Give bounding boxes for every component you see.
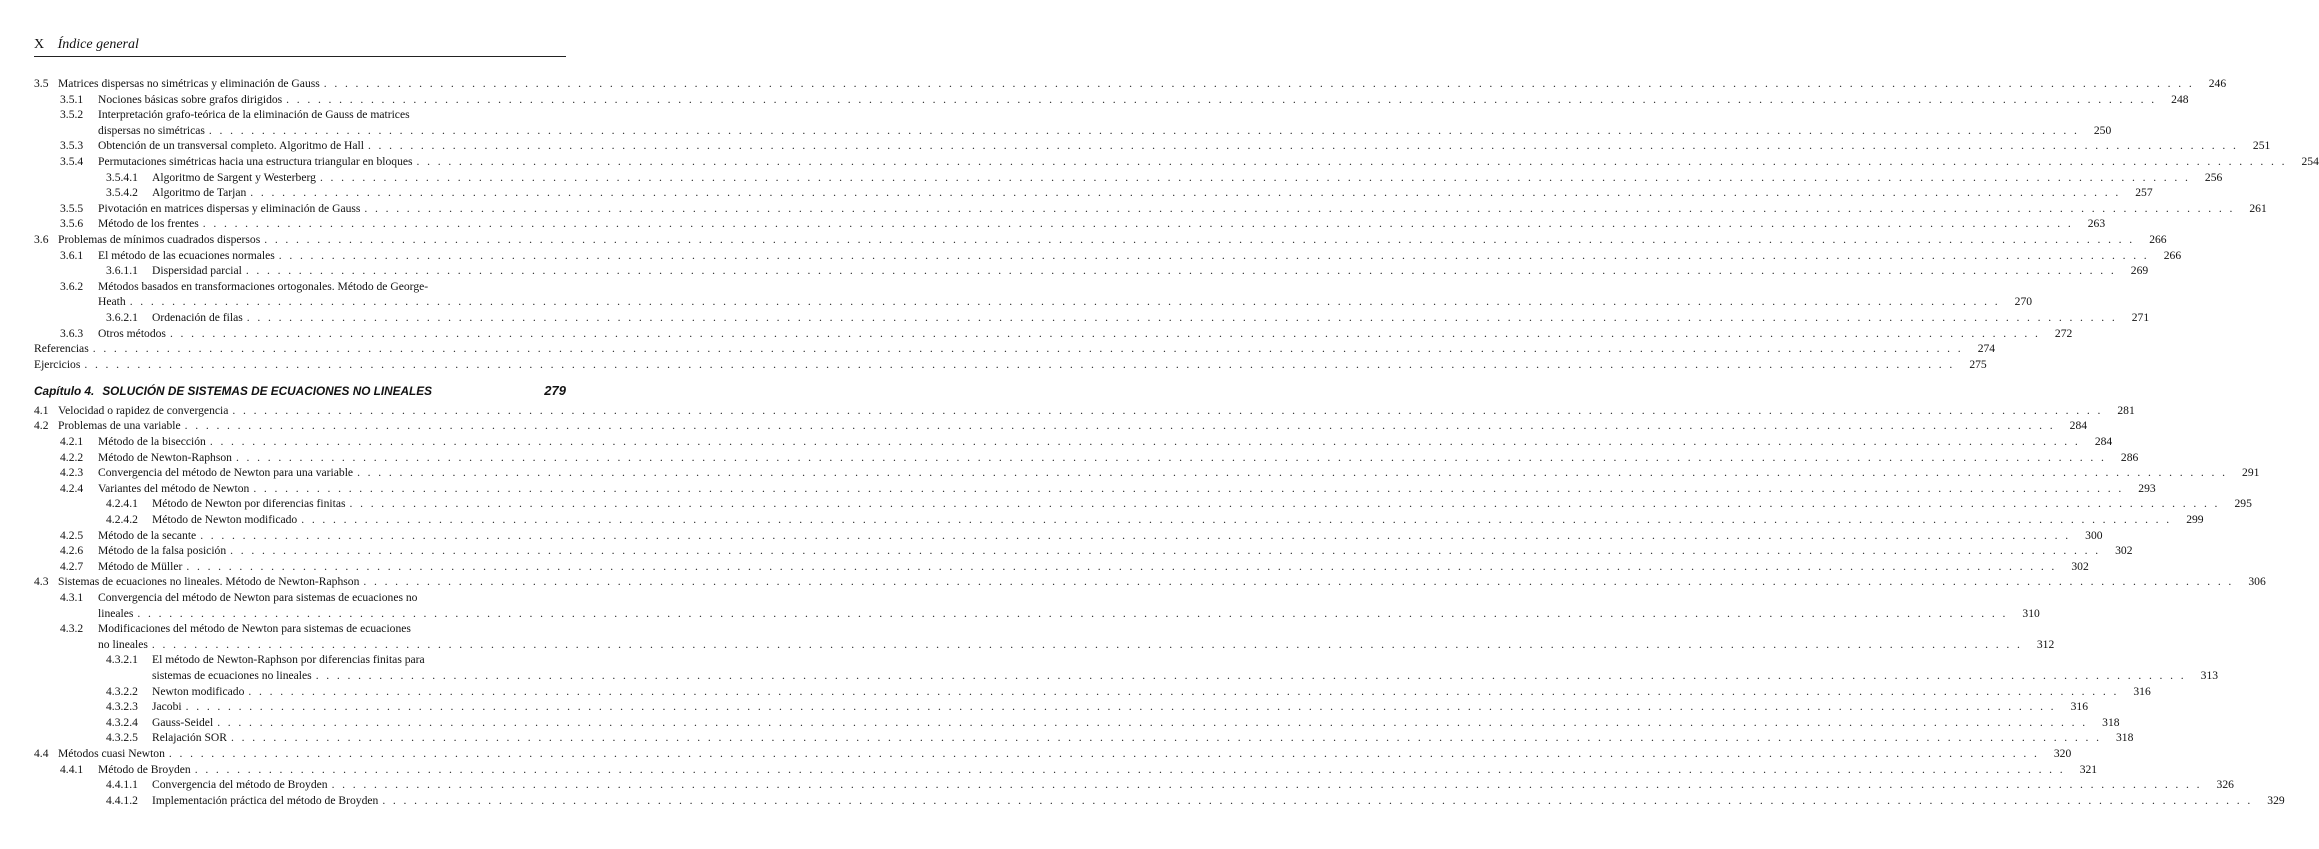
entry-number: 4.3.2.4 xyxy=(106,715,138,729)
entry-number: 4.4 xyxy=(34,746,49,760)
toc-entry xyxy=(34,201,2267,217)
entry-number: 4.3.2.3 xyxy=(106,700,138,714)
chapter-label: Capítulo 4. xyxy=(34,384,95,399)
entry-title: Heath xyxy=(98,295,126,309)
entry-page: 286 xyxy=(2120,450,2139,464)
entry-page: 295 xyxy=(2234,497,2252,511)
toc-entry xyxy=(34,481,2156,497)
dot-leader xyxy=(152,637,2022,653)
dot-leader xyxy=(130,294,2000,310)
entry-page: 269 xyxy=(2130,264,2149,278)
entry-number: 4.2.4.1 xyxy=(106,497,138,511)
entry-title: Pivotación en matrices dispersas y eliminación de Gauss xyxy=(98,201,361,215)
entry-number: 4.4.1.1 xyxy=(106,778,138,792)
toc-entry xyxy=(34,528,2103,544)
entry-page: 302 xyxy=(2071,559,2089,573)
dot-leader xyxy=(217,715,2087,731)
dot-leader xyxy=(169,746,2039,762)
entry-page: 274 xyxy=(1977,342,1996,356)
entry-page: 310 xyxy=(2022,606,2040,620)
entry-page: 270 xyxy=(2014,295,2033,309)
toc-entry xyxy=(34,730,2134,746)
entry-title: El método de las ecuaciones normales xyxy=(98,248,275,262)
dot-leader xyxy=(84,357,1954,373)
dot-leader xyxy=(324,76,2194,92)
entry-number: 3.5.4.1 xyxy=(106,170,138,184)
entry-number: 4.2.3 xyxy=(60,466,84,480)
entry-page: 254 xyxy=(2301,154,2319,168)
entry-title: Ordenación de filas xyxy=(152,310,243,324)
dot-leader xyxy=(247,310,2117,326)
dot-leader xyxy=(137,606,2007,622)
entry-title-line: Modificaciones del método de Newton para sistemas de ecuaciones xyxy=(98,622,411,636)
entry-title: Relajación SOR xyxy=(152,731,228,745)
dot-leader xyxy=(231,730,2101,746)
entry-page: 291 xyxy=(2242,466,2260,480)
entry-number: 3.5.2 xyxy=(60,108,84,122)
entry-number: 4.3 xyxy=(34,575,49,589)
dot-leader xyxy=(350,496,2220,512)
dot-leader xyxy=(93,341,1963,357)
toc-entry xyxy=(34,138,2271,154)
dot-leader xyxy=(264,232,2134,248)
entry-title: sistemas de ecuaciones no lineales xyxy=(152,668,312,682)
entry-title: Métodos cuasi Newton xyxy=(58,746,165,760)
toc-entry xyxy=(34,216,2106,232)
dot-leader xyxy=(363,574,2233,590)
dot-leader xyxy=(368,138,2238,154)
page-number: X xyxy=(34,37,45,52)
running-head-title: Índice general xyxy=(57,37,139,52)
entry-title: no lineales xyxy=(98,637,148,651)
entry-number: 3.5.3 xyxy=(60,139,84,153)
entry-title: Algoritmo de Sargent y Westerberg xyxy=(152,170,316,184)
toc-entry xyxy=(34,403,2135,419)
entry-title: Velocidad o rapidez de convergencia xyxy=(58,403,229,417)
dot-leader xyxy=(301,512,2171,528)
entry-number: 4.4.1.2 xyxy=(106,793,138,807)
entry-number: 3.6.3 xyxy=(60,326,84,340)
entry-number: 3.6.1.1 xyxy=(106,264,138,278)
running-head xyxy=(34,36,566,54)
dot-leader xyxy=(185,418,2055,434)
dot-leader xyxy=(232,403,2102,419)
entry-page: 256 xyxy=(2204,170,2223,184)
entry-title: Convergencia del método de Broyden xyxy=(152,778,328,792)
toc-entry xyxy=(34,92,2189,108)
entry-number: 3.5.6 xyxy=(60,217,84,231)
toc-entry xyxy=(34,170,2223,186)
entry-page: 257 xyxy=(2135,186,2153,200)
dot-leader xyxy=(170,326,2040,342)
entry-title: Método de la falsa posición xyxy=(98,544,227,558)
toc-entry xyxy=(34,263,2149,279)
dot-leader xyxy=(236,450,2106,466)
entry-page: 329 xyxy=(2267,793,2285,807)
entry-title-line: Métodos basados en transformaciones ortogonales. Método de George- xyxy=(98,279,429,293)
entry-title: Método de Newton modificado xyxy=(152,513,298,527)
entry-number: 4.3.2.2 xyxy=(106,684,138,698)
entry-number: 3.5.1 xyxy=(60,92,84,106)
entry-page: 250 xyxy=(2093,123,2112,137)
toc-entry xyxy=(34,185,2153,201)
entry-page: 271 xyxy=(2131,310,2150,324)
entry-title: Sistemas de ecuaciones no lineales. Método de Newton-Raphson xyxy=(58,575,360,589)
toc-entry xyxy=(34,543,2133,559)
entry-title: Método de la bisección xyxy=(98,435,206,449)
entry-page: 313 xyxy=(2200,668,2219,682)
dot-leader xyxy=(417,154,2287,170)
toc-entry xyxy=(34,793,2285,809)
entry-number: 3.6.2 xyxy=(60,279,84,293)
entry-number: 3.5.5 xyxy=(60,201,84,215)
toc-entry xyxy=(34,341,1996,357)
toc-entry xyxy=(34,434,2113,450)
dot-leader xyxy=(279,248,2149,264)
entry-page: 272 xyxy=(2054,326,2073,340)
entry-title: Jacobi xyxy=(152,700,182,714)
entry-title: Método de Müller xyxy=(98,559,183,573)
entry-number: 4.3.2 xyxy=(60,622,84,636)
chapter-page: 279 xyxy=(544,383,566,399)
toc-chapter-4-list xyxy=(34,403,2285,808)
entry-title: Método de Newton-Raphson xyxy=(98,450,232,464)
toc-entry xyxy=(34,418,2088,434)
entry-number: 3.5 xyxy=(34,77,49,90)
entry-number: 4.2 xyxy=(34,419,49,433)
entry-title: Problemas de una variable xyxy=(58,419,181,433)
dot-leader xyxy=(195,762,2065,778)
entry-page: 299 xyxy=(2186,513,2204,527)
dot-leader xyxy=(200,528,2070,544)
entry-title-line: Interpretación grafo-teórica de la eliminación de Gauss de matrices xyxy=(98,108,410,122)
dot-leader xyxy=(364,201,2234,217)
entry-number: 3.5.4 xyxy=(60,154,84,168)
toc-entry xyxy=(34,310,2150,326)
entry-title: Newton modificado xyxy=(152,684,245,698)
toc-entry xyxy=(34,232,2167,248)
entry-title: Método de la secante xyxy=(98,528,197,542)
entry-number: 4.2.5 xyxy=(60,528,84,542)
entry-page: 266 xyxy=(2163,248,2182,262)
toc-entry xyxy=(34,684,2151,700)
dot-leader xyxy=(316,668,2186,684)
entry-title: Obtención de un transversal completo. Algoritmo de Hall xyxy=(98,139,364,153)
entry-title: lineales xyxy=(98,606,134,620)
entry-page: 316 xyxy=(2133,684,2151,698)
dot-leader xyxy=(230,543,2100,559)
entry-title: dispersas no simétricas xyxy=(98,123,205,137)
entry-page: 284 xyxy=(2094,435,2113,449)
entry-number: 4.2.2 xyxy=(60,450,84,464)
toc-entry xyxy=(34,621,2055,652)
entry-title: Algoritmo de Tarjan xyxy=(152,186,247,200)
entry-number: 3.6.2.1 xyxy=(106,310,138,324)
entry-title: Ejercicios xyxy=(34,357,81,371)
toc-entry xyxy=(34,326,2073,342)
dot-leader xyxy=(250,185,2120,201)
toc-entry xyxy=(34,762,2098,778)
dot-leader xyxy=(210,434,2080,450)
toc-entry xyxy=(34,496,2252,512)
toc-entry xyxy=(34,777,2234,793)
entry-title: Implementación práctica del método de Broyden xyxy=(152,793,379,807)
toc-entry xyxy=(34,559,2089,575)
dot-leader xyxy=(246,263,2116,279)
entry-number: 4.3.2.5 xyxy=(106,731,138,745)
entry-title: Nociones básicas sobre grafos dirigidos xyxy=(98,92,283,106)
dot-leader xyxy=(248,684,2118,700)
chapter-heading xyxy=(34,383,566,400)
dot-leader xyxy=(357,465,2227,481)
entry-title: Dispersidad parcial xyxy=(152,264,242,278)
entry-number: 4.3.1 xyxy=(60,591,84,604)
entry-title: Método de Broyden xyxy=(98,762,191,776)
dot-leader xyxy=(209,123,2079,139)
dot-leader xyxy=(382,793,2252,809)
toc-entry xyxy=(34,512,2204,528)
entry-page: 246 xyxy=(2208,77,2227,90)
entry-page: 321 xyxy=(2079,762,2098,776)
dot-leader xyxy=(332,777,2202,793)
dot-leader xyxy=(286,92,2156,108)
entry-number: 4.2.6 xyxy=(60,544,84,558)
toc-section-3-list xyxy=(34,76,2319,372)
entry-title: Gauss-Seidel xyxy=(152,715,214,729)
entry-title: Método de Newton por diferencias finitas xyxy=(152,497,346,511)
entry-page: 320 xyxy=(2053,746,2072,760)
chapter-title: SOLUCIÓN DE SISTEMAS DE ECUACIONES NO LINEALES xyxy=(102,384,433,399)
entry-page: 261 xyxy=(2249,201,2267,215)
entry-title-line: Convergencia del método de Newton para sistemas de ecuaciones no xyxy=(98,591,418,604)
entry-number: 4.2.4 xyxy=(60,481,84,495)
entry-number: 3.5.4.2 xyxy=(106,186,138,200)
toc-entry xyxy=(34,107,2112,138)
entry-number: 4.4.1 xyxy=(60,762,84,776)
entry-number: 4.2.7 xyxy=(60,559,84,573)
entry-number: 4.3.2.1 xyxy=(106,653,138,667)
toc-entry xyxy=(34,590,2040,621)
entry-page: 248 xyxy=(2171,92,2189,106)
toc-entry xyxy=(34,715,2120,731)
toc-entry xyxy=(34,746,2072,762)
toc-entry xyxy=(34,699,2088,715)
entry-page: 326 xyxy=(2216,778,2234,792)
entry-number: 4.2.1 xyxy=(60,435,84,449)
toc-entry xyxy=(34,154,2319,170)
entry-page: 318 xyxy=(2102,715,2120,729)
toc-entry xyxy=(34,450,2139,466)
entry-title: Referencias xyxy=(34,342,89,356)
entry-page: 263 xyxy=(2087,217,2106,231)
toc-entry xyxy=(34,279,2033,310)
toc-entry xyxy=(34,248,2182,264)
toc-entry xyxy=(34,652,2219,683)
dot-leader xyxy=(253,481,2123,497)
entry-page: 266 xyxy=(2149,232,2167,246)
dot-leader xyxy=(320,170,2190,186)
entry-number: 4.2.4.2 xyxy=(106,513,138,527)
entry-number: 3.6.1 xyxy=(60,248,84,262)
dot-leader xyxy=(186,699,2056,715)
entry-page: 251 xyxy=(2252,139,2271,153)
entry-title: Método de los frentes xyxy=(98,217,199,231)
entry-page: 284 xyxy=(2069,419,2088,433)
entry-title: Problemas de mínimos cuadrados dispersos xyxy=(58,232,261,246)
toc-entry xyxy=(34,465,2260,481)
toc-entry xyxy=(34,76,2227,92)
toc-entry xyxy=(34,574,2266,590)
entry-page: 293 xyxy=(2138,481,2156,495)
entry-page: 306 xyxy=(2248,575,2266,589)
entry-title: Variantes del método de Newton xyxy=(98,481,250,495)
dot-leader xyxy=(203,216,2073,232)
entry-title: Otros métodos xyxy=(98,326,166,340)
entry-page: 316 xyxy=(2070,700,2088,714)
header-rule xyxy=(34,56,566,57)
entry-page: 302 xyxy=(2115,544,2133,558)
entry-title: Matrices dispersas no simétricas y eliminación de Gauss xyxy=(58,77,320,90)
entry-title: Convergencia del método de Newton para una variable xyxy=(98,466,354,480)
entry-number: 4.1 xyxy=(34,403,49,417)
entry-title: Permutaciones simétricas hacia una estructura triangular en bloques xyxy=(98,154,413,168)
entry-page: 275 xyxy=(1969,357,1987,371)
entry-page: 281 xyxy=(2117,403,2135,417)
entry-page: 300 xyxy=(2085,528,2103,542)
entry-title-line: El método de Newton-Raphson por diferencias finitas para xyxy=(152,653,425,667)
toc-entry xyxy=(34,357,1987,373)
entry-page: 312 xyxy=(2036,637,2055,651)
entry-number: 3.6 xyxy=(34,232,49,246)
entry-page: 318 xyxy=(2116,731,2134,745)
table-of-contents xyxy=(34,76,2319,808)
dot-leader xyxy=(186,559,2056,575)
